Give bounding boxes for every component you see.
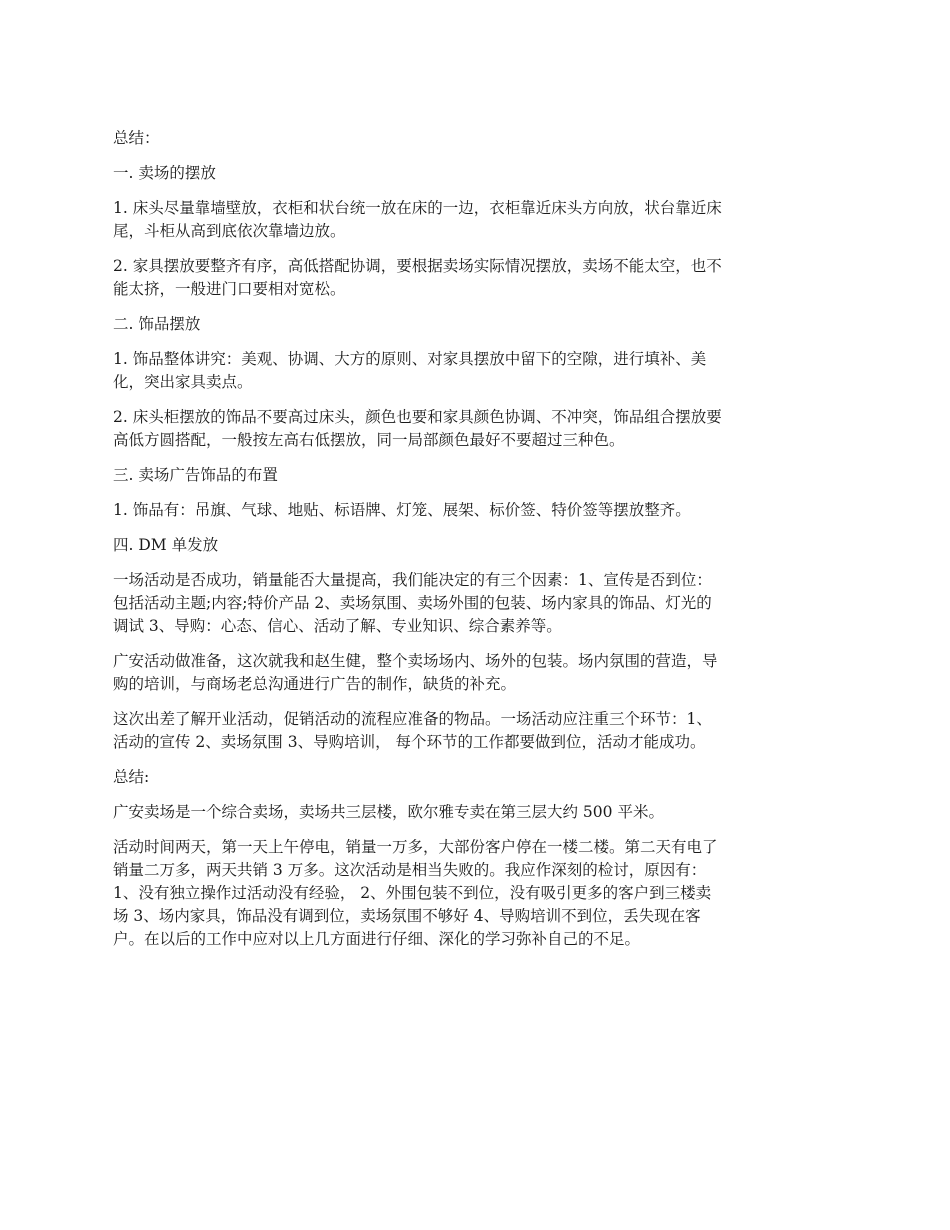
text-line: 一场活动是否成功，销量能否大量提高，我们能决定的有三个因素：1、宣传是否到位： — [113, 571, 712, 589]
paragraph — [113, 127, 839, 150]
paragraph — [113, 766, 839, 789]
text-line: 户。在以后的工作中应对以上几方面进行仔细、深化的学习弥补自己的不足。 — [113, 930, 641, 948]
text-line: 调试 3、导购：心态、信心、活动了解、专业知识、综合素养等。 — [113, 617, 562, 635]
text-line: 场 3、场内家具，饰品没有调到位，卖场氛围不够好 4、导购培训不到位，丢失现在客 — [113, 907, 701, 925]
text-line: 1. 床头尽量靠墙壁放，衣柜和状台统一放在床的一边，衣柜靠近床头方向放，状台靠近床 — [113, 199, 722, 217]
text-line: 总结: — [113, 768, 150, 786]
text-line: 三. 卖场广告饰品的布置 — [113, 466, 278, 484]
text-line: 尾，斗柜从高到底依次靠墙边放。 — [113, 222, 346, 240]
text-line: 2. 家具摆放要整齐有序，高低搭配协调，要根据卖场实际情况摆放，卖场不能太空，也不 — [113, 257, 722, 275]
paragraph — [113, 348, 839, 394]
paragraph — [113, 836, 839, 951]
text-line: 一. 卖场的摆放 — [113, 164, 216, 182]
text-line: 四. DM 单发放 — [113, 536, 219, 554]
paragraph — [113, 801, 839, 824]
text-line: 广安卖场是一个综合卖场，卖场共三层楼，欧尔雅专卖在第三层大约 500 平米。 — [113, 803, 664, 821]
text-line: 销量二万多，两天共销 3 万多。这次活动是相当失败的。我应作深刻的检讨，原因有： — [113, 861, 707, 879]
text-line: 包括活动主题;内容;特价产品 2、卖场氛围、卖场外围的包装、场内家具的饰品、灯光的 — [113, 594, 712, 612]
section-heading — [113, 534, 839, 557]
section-heading — [113, 162, 839, 185]
paragraph — [113, 255, 839, 301]
text-line: 2. 床头柜摆放的饰品不要高过床头，颜色也要和家具颜色协调、不冲突，饰品组合摆放要 — [113, 408, 722, 426]
text-line: 化，突出家具卖点。 — [113, 373, 253, 391]
text-line: 1. 饰品有：吊旗、气球、地贴、标语牌、灯笼、展架、标价签、特价签等摆放整齐。 — [113, 501, 691, 519]
text-line: 二. 饰品摆放 — [113, 315, 201, 333]
text-line: 活动的宣传 2、卖场氛围 3、导购培训， 每个环节的工作都要做到位，活动才能成功。 — [113, 733, 706, 751]
text-line: 广安活动做准备，这次就我和赵生健，整个卖场场内、场外的包装。场内氛围的营造，导 — [113, 652, 718, 670]
paragraph — [113, 650, 839, 696]
text-line: 这次出差了解开业活动，促销活动的流程应准备的物品。一场活动应注重三个环节：1、 — [113, 710, 712, 728]
document-page — [113, 127, 839, 963]
text-line: 活动时间两天，第一天上午停电，销量一万多，大部份客户停在一楼二楼。第二天有电了 — [113, 838, 718, 856]
paragraph — [113, 708, 839, 754]
text-line: 1. 饰品整体讲究：美观、协调、大方的原则、对家具摆放中留下的空隙，进行填补、美 — [113, 350, 707, 368]
text-line: 能太挤，一般进门口要相对宽松。 — [113, 280, 346, 298]
paragraph — [113, 406, 839, 452]
section-heading — [113, 313, 839, 336]
paragraph — [113, 499, 839, 522]
text-line: 总结： — [113, 129, 160, 147]
text-line: 高低方圆搭配，一般按左高右低摆放，同一局部颜色最好不要超过三种色。 — [113, 431, 625, 449]
paragraph — [113, 197, 839, 243]
section-heading — [113, 464, 839, 487]
text-line: 购的培训，与商场老总沟通进行广告的制作，缺货的补充。 — [113, 675, 517, 693]
paragraph — [113, 569, 839, 638]
text-line: 1、没有独立操作过活动没有经验， 2、外围包装不到位，没有吸引更多的客户到三楼卖 — [113, 884, 712, 902]
